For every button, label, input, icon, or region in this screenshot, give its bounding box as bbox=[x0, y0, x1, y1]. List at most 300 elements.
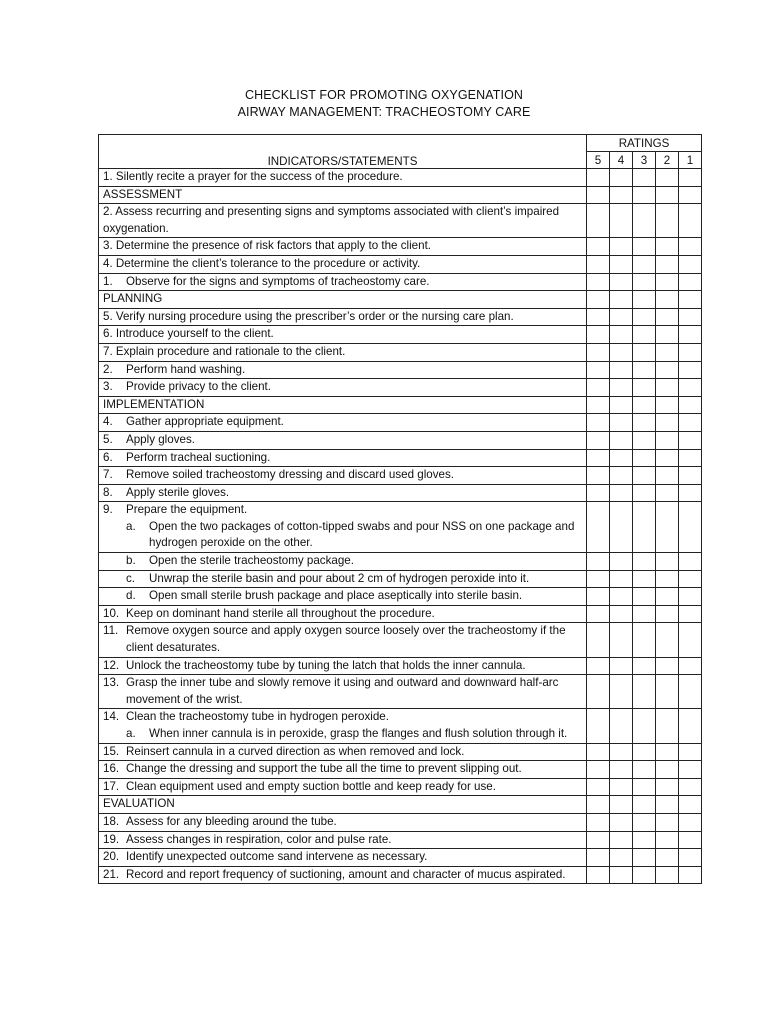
rating-cell-2[interactable] bbox=[656, 238, 679, 256]
rating-cell-1[interactable] bbox=[679, 379, 702, 397]
rating-cell-1[interactable] bbox=[679, 449, 702, 467]
rating-cell-4[interactable] bbox=[610, 831, 633, 849]
section-row bbox=[99, 186, 702, 204]
indicator-text: 2. Assess recurring and presenting signs and symptoms associated with client’s impaired oxygenation. bbox=[103, 205, 560, 235]
rating-cell-2[interactable] bbox=[656, 675, 679, 709]
step-text: Provide privacy to the client. bbox=[126, 380, 271, 394]
rating-cell-5[interactable] bbox=[587, 326, 610, 344]
rating-cell-2[interactable] bbox=[656, 204, 679, 238]
rating-cell-5[interactable] bbox=[587, 657, 610, 675]
step-number: 8. bbox=[103, 485, 113, 499]
rating-cell-4[interactable] bbox=[610, 361, 633, 379]
rating-cell-3[interactable] bbox=[633, 308, 656, 326]
rating-cell-4[interactable] bbox=[610, 343, 633, 361]
rating-cell-2[interactable] bbox=[656, 553, 679, 571]
indicator-cell bbox=[99, 449, 587, 467]
step bbox=[103, 832, 582, 849]
indicator-cell bbox=[99, 484, 587, 502]
rating-cell-1[interactable] bbox=[679, 186, 702, 204]
rating-cell-1[interactable] bbox=[679, 308, 702, 326]
rating-cell-3[interactable] bbox=[633, 273, 656, 291]
rating-cell-5[interactable] bbox=[587, 502, 610, 553]
step bbox=[103, 502, 582, 519]
rating-cell-2[interactable] bbox=[656, 623, 679, 657]
rating-cell-5[interactable] bbox=[587, 308, 610, 326]
checklist-row bbox=[99, 502, 702, 553]
checklist-row bbox=[99, 273, 702, 291]
rating-cell-3[interactable] bbox=[633, 657, 656, 675]
indicators-header: INDICATORS/STATEMENTS bbox=[99, 135, 587, 169]
checklist-row bbox=[99, 414, 702, 432]
indicator-cell bbox=[99, 743, 587, 761]
step bbox=[103, 709, 582, 726]
sub-step bbox=[103, 519, 582, 552]
rating-cell-5[interactable] bbox=[587, 570, 610, 588]
rating-cell-3[interactable] bbox=[633, 849, 656, 867]
rating-cell-1[interactable] bbox=[679, 849, 702, 867]
rating-cell-1[interactable] bbox=[679, 169, 702, 187]
checklist-row bbox=[99, 308, 702, 326]
rating-cell-3[interactable] bbox=[633, 361, 656, 379]
rating-cell-1[interactable] bbox=[679, 743, 702, 761]
rating-cell-2[interactable] bbox=[656, 308, 679, 326]
indicator-cell bbox=[99, 588, 587, 606]
indicator-cell bbox=[99, 866, 587, 884]
rating-cell-1[interactable] bbox=[679, 588, 702, 606]
step-text: Apply sterile gloves. bbox=[126, 485, 230, 499]
rating-cell-1[interactable] bbox=[679, 502, 702, 553]
step bbox=[103, 414, 582, 431]
rating-cell-4[interactable] bbox=[610, 796, 633, 814]
rating-cell-2[interactable] bbox=[656, 255, 679, 273]
rating-cell-4[interactable] bbox=[610, 849, 633, 867]
rating-cell-3[interactable] bbox=[633, 866, 656, 884]
section-label: PLANNING bbox=[103, 292, 163, 306]
rating-cell-2[interactable] bbox=[656, 396, 679, 414]
rating-cell-1[interactable] bbox=[679, 414, 702, 432]
sub-step-text: When inner cannula is in peroxide, grasp the flanges and flush solution through it. bbox=[149, 727, 568, 740]
rating-cell-2[interactable] bbox=[656, 570, 679, 588]
rating-cell-5[interactable] bbox=[587, 255, 610, 273]
rating-cell-3[interactable] bbox=[633, 778, 656, 796]
step-number: 20. bbox=[103, 850, 120, 864]
step-text: Remove oxygen source and apply oxygen source loosely over the tracheostomy if the client desaturates. bbox=[126, 624, 566, 655]
rating-cell-3[interactable] bbox=[633, 169, 656, 187]
rating-cell-4[interactable] bbox=[610, 238, 633, 256]
rating-cell-4[interactable] bbox=[610, 778, 633, 796]
indicator-cell bbox=[99, 709, 587, 743]
rating-cell-1[interactable] bbox=[679, 238, 702, 256]
checklist-row bbox=[99, 431, 702, 449]
rating-cell-4[interactable] bbox=[610, 431, 633, 449]
indicator-cell bbox=[99, 308, 587, 326]
step-text: Assess for any bleeding around the tube. bbox=[126, 814, 337, 828]
rating-cell-3[interactable] bbox=[633, 396, 656, 414]
rating-cell-4[interactable] bbox=[610, 709, 633, 743]
rating-cell-5[interactable] bbox=[587, 866, 610, 884]
rating-cell-1[interactable] bbox=[679, 431, 702, 449]
rating-cell-3[interactable] bbox=[633, 204, 656, 238]
step-text: Keep on dominant hand sterile all throughout the procedure. bbox=[126, 606, 435, 620]
rating-cell-1[interactable] bbox=[679, 273, 702, 291]
rating-cell-4[interactable] bbox=[610, 623, 633, 657]
rating-cell-2[interactable] bbox=[656, 273, 679, 291]
rating-cell-3[interactable] bbox=[633, 502, 656, 553]
step-text: Open small sterile brush package and place aseptically into sterile basin. bbox=[149, 589, 523, 603]
rating-cell-1[interactable] bbox=[679, 761, 702, 779]
step-text: Perform tracheal suctioning. bbox=[126, 450, 271, 464]
step-text: Prepare the equipment. bbox=[126, 503, 248, 517]
checklist-row bbox=[99, 169, 702, 187]
rating-cell-2[interactable] bbox=[656, 502, 679, 553]
sub-step bbox=[103, 553, 582, 570]
indicator-cell bbox=[99, 467, 587, 485]
step-text: Record and report frequency of suctioning, amount and character of mucus aspirated. bbox=[126, 867, 566, 881]
rating-cell-3[interactable] bbox=[633, 813, 656, 831]
step bbox=[103, 450, 582, 467]
rating-cell-3[interactable] bbox=[633, 343, 656, 361]
step bbox=[103, 467, 582, 484]
rating-cell-1[interactable] bbox=[679, 657, 702, 675]
rating-cell-3[interactable] bbox=[633, 431, 656, 449]
sub-step-letter: a. bbox=[126, 519, 136, 533]
step bbox=[103, 274, 582, 291]
rating-cell-2[interactable] bbox=[656, 813, 679, 831]
rating-cell-3[interactable] bbox=[633, 326, 656, 344]
indicator-cell bbox=[99, 605, 587, 623]
rating-cell-2[interactable] bbox=[656, 467, 679, 485]
checklist-row bbox=[99, 204, 702, 238]
rating-cell-3[interactable] bbox=[633, 709, 656, 743]
step-text: Remove soiled tracheostomy dressing and discard used gloves. bbox=[126, 468, 455, 482]
indicator-cell bbox=[99, 255, 587, 273]
rating-cell-2[interactable] bbox=[656, 484, 679, 502]
sub-step-letter: a. bbox=[126, 727, 136, 740]
step-number: 21. bbox=[103, 867, 120, 881]
rating-cell-2[interactable] bbox=[656, 588, 679, 606]
rating-cell-1[interactable] bbox=[679, 553, 702, 571]
checklist-row bbox=[99, 379, 702, 397]
indicator-cell bbox=[99, 431, 587, 449]
rating-cell-4[interactable] bbox=[610, 588, 633, 606]
step bbox=[103, 867, 582, 884]
rating-cell-5[interactable] bbox=[587, 343, 610, 361]
rating-cell-1[interactable] bbox=[679, 813, 702, 831]
indicator-cell bbox=[99, 623, 587, 657]
rating-cell-1[interactable] bbox=[679, 623, 702, 657]
step-text: Perform hand washing. bbox=[126, 362, 246, 376]
rating-cell-3[interactable] bbox=[633, 623, 656, 657]
step-text: Unwrap the sterile basin and pour about 2 cm of hydrogen peroxide into it. bbox=[149, 571, 530, 585]
rating-cell-3[interactable] bbox=[633, 449, 656, 467]
checklist-row bbox=[99, 238, 702, 256]
rating-cell-4[interactable] bbox=[610, 308, 633, 326]
rating-cell-3[interactable] bbox=[633, 379, 656, 397]
step-number: 18. bbox=[103, 814, 120, 828]
rating-cell-5[interactable] bbox=[587, 588, 610, 606]
rating-cell-3[interactable] bbox=[633, 553, 656, 571]
step-text: Unlock the tracheostomy tube by tuning the latch that holds the inner cannula. bbox=[126, 658, 526, 672]
step bbox=[103, 849, 582, 866]
indicator-cell bbox=[99, 813, 587, 831]
section-row bbox=[99, 796, 702, 814]
rating-cell-5[interactable] bbox=[587, 484, 610, 502]
checklist-row bbox=[99, 813, 702, 831]
checklist-row bbox=[99, 605, 702, 623]
rating-cell-5[interactable] bbox=[587, 709, 610, 743]
rating-cell-4[interactable] bbox=[610, 414, 633, 432]
rating-cell-1[interactable] bbox=[679, 255, 702, 273]
rating-cell-4[interactable] bbox=[610, 761, 633, 779]
indicator-cell bbox=[99, 343, 587, 361]
rating-cell-4[interactable] bbox=[610, 273, 633, 291]
step-number: 2. bbox=[103, 362, 113, 376]
rating-cell-1[interactable] bbox=[679, 204, 702, 238]
rating-cell-1[interactable] bbox=[679, 866, 702, 884]
checklist-row bbox=[99, 675, 702, 709]
rating-cell-2[interactable] bbox=[656, 761, 679, 779]
step bbox=[103, 362, 582, 379]
step-text: Assess changes in respiration, color and pulse rate. bbox=[126, 832, 392, 846]
rating-cell-5[interactable] bbox=[587, 431, 610, 449]
rating-cell-2[interactable] bbox=[656, 449, 679, 467]
checklist-row bbox=[99, 831, 702, 849]
rating-cell-4[interactable] bbox=[610, 553, 633, 571]
rating-cell-4[interactable] bbox=[610, 743, 633, 761]
rating-cell-5[interactable] bbox=[587, 238, 610, 256]
rating-cell-3[interactable] bbox=[633, 291, 656, 309]
rating-2-header: 2 bbox=[656, 152, 679, 169]
step-number: c. bbox=[126, 571, 136, 585]
checklist-row bbox=[99, 743, 702, 761]
rating-cell-4[interactable] bbox=[610, 605, 633, 623]
rating-cell-2[interactable] bbox=[656, 379, 679, 397]
rating-cell-5[interactable] bbox=[587, 291, 610, 309]
section-row bbox=[99, 291, 702, 309]
step-number: 10. bbox=[103, 606, 120, 620]
checklist-row bbox=[99, 343, 702, 361]
rating-cell-3[interactable] bbox=[633, 238, 656, 256]
rating-cell-1[interactable] bbox=[679, 361, 702, 379]
step-text: Change the dressing and support the tube all the time to prevent slipping out. bbox=[126, 762, 522, 776]
section-heading bbox=[99, 796, 587, 814]
rating-cell-1[interactable] bbox=[679, 796, 702, 814]
rating-cell-5[interactable] bbox=[587, 623, 610, 657]
step-number: 19. bbox=[103, 832, 120, 846]
rating-cell-1[interactable] bbox=[679, 831, 702, 849]
rating-cell-3[interactable] bbox=[633, 761, 656, 779]
checklist-subtitle: AIRWAY MANAGEMENT: TRACHEOSTOMY CARE bbox=[237, 105, 531, 119]
indicator-text: 3. Determine the presence of risk factors that apply to the client. bbox=[103, 239, 432, 253]
rating-cell-2[interactable] bbox=[656, 796, 679, 814]
rating-cell-1[interactable] bbox=[679, 326, 702, 344]
step-number: 11. bbox=[103, 624, 119, 638]
step-number: 14. bbox=[103, 710, 120, 724]
rating-cell-1[interactable] bbox=[679, 291, 702, 309]
rating-4-header: 4 bbox=[610, 152, 633, 169]
indicator-text: 7. Explain procedure and rationale to the client. bbox=[103, 344, 346, 358]
rating-cell-4[interactable] bbox=[610, 675, 633, 709]
rating-cell-2[interactable] bbox=[656, 743, 679, 761]
step-number: d. bbox=[126, 589, 136, 603]
indicator-cell bbox=[99, 675, 587, 709]
indicator-cell bbox=[99, 414, 587, 432]
rating-cell-4[interactable] bbox=[610, 169, 633, 187]
rating-cell-3[interactable] bbox=[633, 675, 656, 709]
rating-cell-4[interactable] bbox=[610, 326, 633, 344]
rating-cell-2[interactable] bbox=[656, 709, 679, 743]
rating-cell-1[interactable] bbox=[679, 396, 702, 414]
rating-cell-3[interactable] bbox=[633, 255, 656, 273]
section-label: IMPLEMENTATION bbox=[103, 397, 205, 411]
step bbox=[103, 761, 582, 778]
checklist-row bbox=[99, 778, 702, 796]
step bbox=[103, 606, 582, 623]
sub-step bbox=[103, 588, 582, 605]
sub-step bbox=[103, 571, 582, 588]
rating-cell-2[interactable] bbox=[656, 657, 679, 675]
rating-cell-4[interactable] bbox=[610, 186, 633, 204]
checklist-row bbox=[99, 588, 702, 606]
indicator-cell bbox=[99, 273, 587, 291]
rating-cell-4[interactable] bbox=[610, 813, 633, 831]
rating-cell-1[interactable] bbox=[679, 778, 702, 796]
rating-cell-5[interactable] bbox=[587, 204, 610, 238]
rating-cell-2[interactable] bbox=[656, 326, 679, 344]
rating-cell-3[interactable] bbox=[633, 743, 656, 761]
rating-cell-3[interactable] bbox=[633, 414, 656, 432]
rating-cell-5[interactable] bbox=[587, 361, 610, 379]
rating-cell-2[interactable] bbox=[656, 343, 679, 361]
indicator-cell bbox=[99, 502, 587, 553]
rating-cell-5[interactable] bbox=[587, 831, 610, 849]
rating-cell-4[interactable] bbox=[610, 255, 633, 273]
indicator-cell bbox=[99, 326, 587, 344]
rating-cell-5[interactable] bbox=[587, 396, 610, 414]
rating-cell-3[interactable] bbox=[633, 570, 656, 588]
rating-cell-3[interactable] bbox=[633, 467, 656, 485]
rating-cell-5[interactable] bbox=[587, 467, 610, 485]
rating-cell-5[interactable] bbox=[587, 675, 610, 709]
rating-cell-1[interactable] bbox=[679, 467, 702, 485]
section-label: EVALUATION bbox=[103, 797, 175, 811]
rating-cell-2[interactable] bbox=[656, 186, 679, 204]
rating-cell-3[interactable] bbox=[633, 831, 656, 849]
rating-cell-4[interactable] bbox=[610, 866, 633, 884]
step-text: Reinsert cannula in a curved direction as when removed and lock. bbox=[126, 744, 465, 758]
step-number: 3. bbox=[103, 380, 113, 394]
indicator-cell bbox=[99, 379, 587, 397]
indicator-cell bbox=[99, 570, 587, 588]
rating-cell-5[interactable] bbox=[587, 796, 610, 814]
step bbox=[103, 485, 582, 502]
step-number: 13. bbox=[103, 676, 120, 690]
rating-cell-1[interactable] bbox=[679, 343, 702, 361]
checklist-row bbox=[99, 623, 702, 657]
section-row bbox=[99, 396, 702, 414]
rating-cell-3[interactable] bbox=[633, 605, 656, 623]
rating-cell-3[interactable] bbox=[633, 186, 656, 204]
rating-cell-5[interactable] bbox=[587, 761, 610, 779]
indicator-cell bbox=[99, 238, 587, 256]
rating-cell-5[interactable] bbox=[587, 169, 610, 187]
rating-cell-1[interactable] bbox=[679, 675, 702, 709]
rating-cell-4[interactable] bbox=[610, 484, 633, 502]
checklist-row bbox=[99, 553, 702, 571]
step-number: 15. bbox=[103, 744, 120, 758]
rating-cell-5[interactable] bbox=[587, 553, 610, 571]
rating-cell-5[interactable] bbox=[587, 414, 610, 432]
rating-cell-2[interactable] bbox=[656, 361, 679, 379]
rating-cell-5[interactable] bbox=[587, 186, 610, 204]
rating-cell-5[interactable] bbox=[587, 273, 610, 291]
rating-cell-3[interactable] bbox=[633, 588, 656, 606]
rating-cell-5[interactable] bbox=[587, 813, 610, 831]
rating-cell-3[interactable] bbox=[633, 796, 656, 814]
rating-3-header: 3 bbox=[633, 152, 656, 169]
step bbox=[103, 379, 582, 396]
checklist-body bbox=[99, 169, 702, 884]
rating-cell-4[interactable] bbox=[610, 657, 633, 675]
rating-cell-4[interactable] bbox=[610, 570, 633, 588]
indicator-text: 6. Introduce yourself to the client. bbox=[103, 327, 274, 341]
step-text: Apply gloves. bbox=[126, 432, 195, 446]
rating-cell-5[interactable] bbox=[587, 449, 610, 467]
ratings-header: RATINGS bbox=[587, 135, 702, 152]
rating-cell-2[interactable] bbox=[656, 849, 679, 867]
rating-cell-2[interactable] bbox=[656, 169, 679, 187]
rating-cell-2[interactable] bbox=[656, 778, 679, 796]
section-heading bbox=[99, 396, 587, 414]
step bbox=[103, 675, 582, 708]
checklist-row bbox=[99, 761, 702, 779]
rating-cell-1[interactable] bbox=[679, 484, 702, 502]
step-number: 17. bbox=[103, 779, 120, 793]
rating-cell-4[interactable] bbox=[610, 502, 633, 553]
rating-cell-2[interactable] bbox=[656, 414, 679, 432]
section-heading bbox=[99, 186, 587, 204]
step-number: 12. bbox=[103, 658, 120, 672]
rating-cell-4[interactable] bbox=[610, 396, 633, 414]
rating-cell-3[interactable] bbox=[633, 484, 656, 502]
rating-cell-2[interactable] bbox=[656, 866, 679, 884]
rating-cell-1[interactable] bbox=[679, 709, 702, 743]
rating-cell-4[interactable] bbox=[610, 291, 633, 309]
rating-cell-2[interactable] bbox=[656, 605, 679, 623]
rating-cell-5[interactable] bbox=[587, 849, 610, 867]
rating-cell-4[interactable] bbox=[610, 379, 633, 397]
checklist-row bbox=[99, 570, 702, 588]
rating-cell-4[interactable] bbox=[610, 449, 633, 467]
indicator-cell bbox=[99, 831, 587, 849]
rating-cell-5[interactable] bbox=[587, 778, 610, 796]
rating-cell-1[interactable] bbox=[679, 605, 702, 623]
rating-cell-4[interactable] bbox=[610, 467, 633, 485]
indicator-text: 4. Determine the client’s tolerance to the procedure or activity. bbox=[103, 256, 421, 270]
rating-cell-2[interactable] bbox=[656, 291, 679, 309]
rating-cell-5[interactable] bbox=[587, 743, 610, 761]
step-number: 1. bbox=[103, 274, 113, 288]
rating-cell-1[interactable] bbox=[679, 570, 702, 588]
rating-cell-2[interactable] bbox=[656, 831, 679, 849]
rating-cell-5[interactable] bbox=[587, 379, 610, 397]
rating-cell-4[interactable] bbox=[610, 204, 633, 238]
rating-cell-5[interactable] bbox=[587, 605, 610, 623]
rating-cell-2[interactable] bbox=[656, 431, 679, 449]
step bbox=[103, 432, 582, 449]
step bbox=[103, 814, 582, 831]
sub-step bbox=[103, 726, 582, 743]
